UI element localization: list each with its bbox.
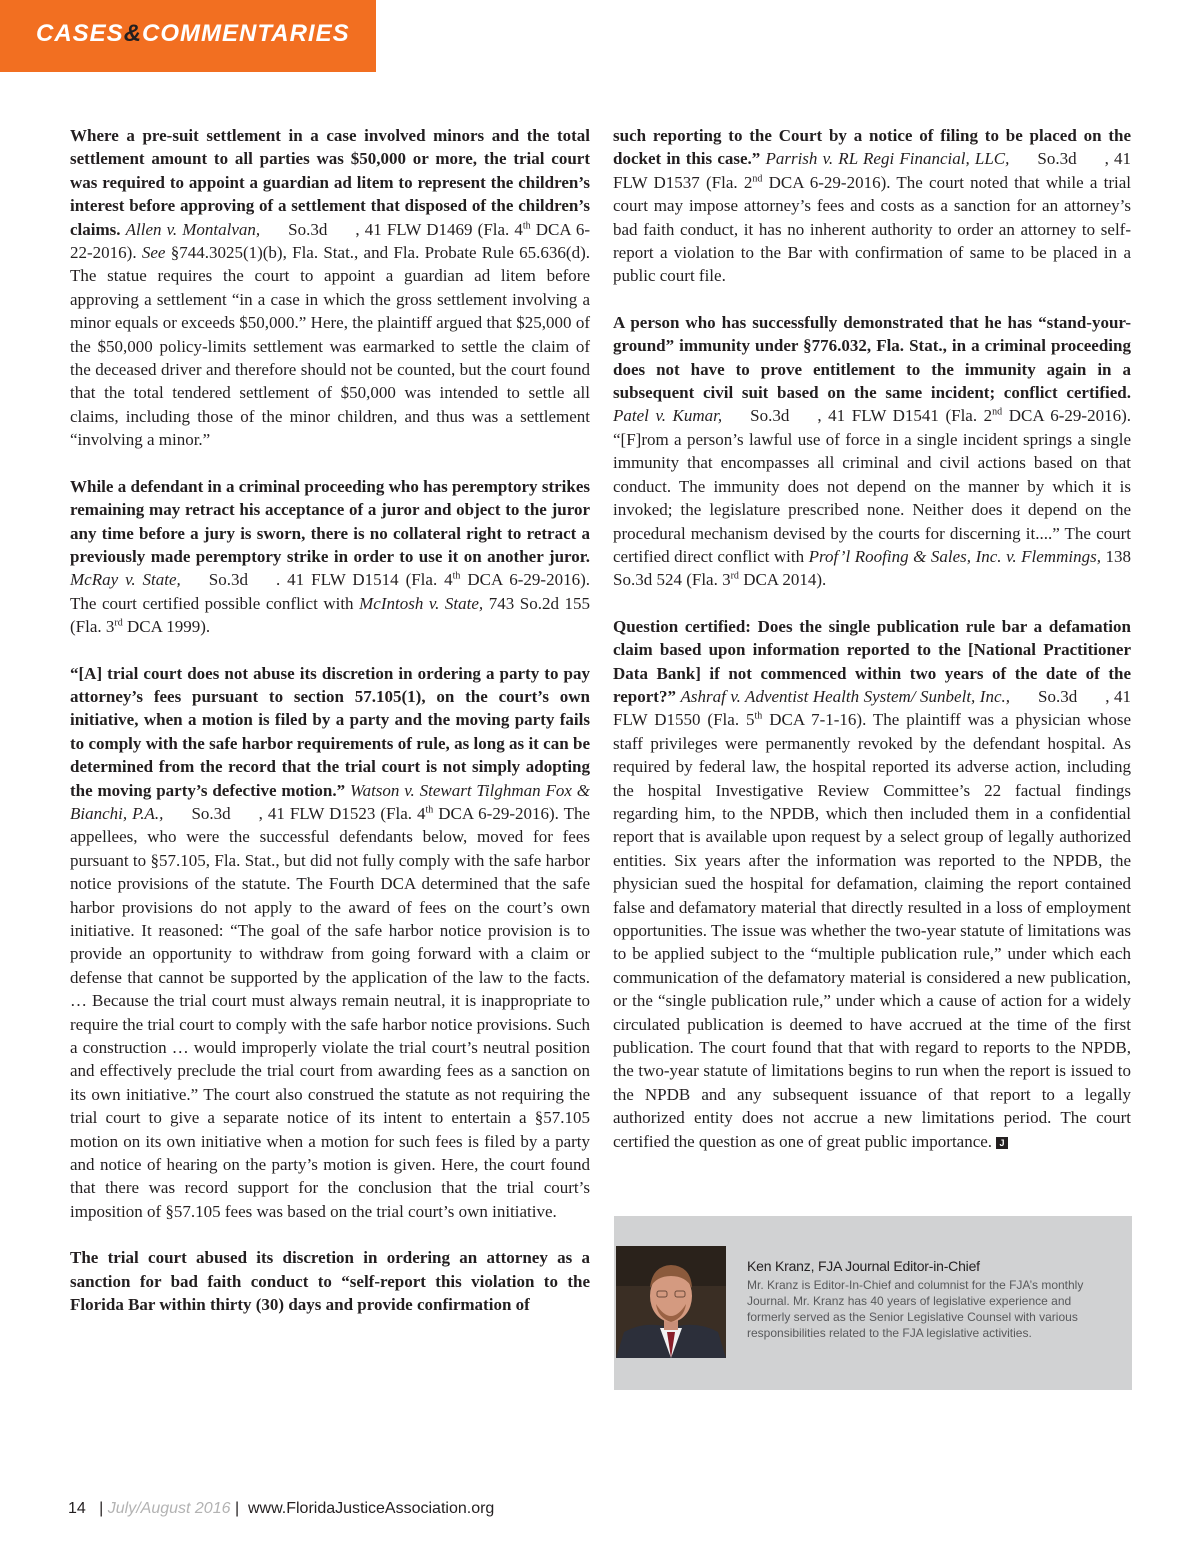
holding: The trial court abused its discretion in ordering an attorney as a sanction for bad faith conduct to “self-report this violation to the Florida Bar within thirty (30) days and provide confirmation of: [70, 1248, 590, 1315]
case-name: McIntosh v. State,: [359, 593, 484, 613]
case-summary-parrish-continued: such reporting to the Court by a notice of filing to be placed on the docket in this case.” Parrish v. RL Regi Financial, LLC, So.3d , 41 FLW D1537 (Fla. 2nd DCA 6-29-2016). The court noted that while a trial court may impose attorney’s fees and costs as a sanction for an attorney’s bad faith conduct, it has no inherent authority to order an attorney to self-report a violation to the Bar with confirmation of same to be placed in a public court file.: [613, 126, 1132, 286]
case-name: Parrish v. RL Regi Financial, LLC,: [765, 149, 1010, 169]
case-name: Watson v. Stewart Tilghman Fox & Bianchi, P.A.,: [70, 780, 590, 823]
holding: “[A] trial court does not abuse its discretion in ordering a party to pay attorney’s fees pursuant to section 57.105(1), on the court’s own initiative, when a motion is filed by a party and the moving party fails to comply with the safe harbor requirements of rule, as long as it can be determined from the record that the trial court is not simply adopting the moving party’s defective motion.”: [70, 663, 590, 800]
right-column: [613, 124, 1131, 1176]
section-title: CASES&COMMENTARIES: [36, 20, 350, 47]
holding: While a defendant in a criminal proceeding who has peremptory strikes remaining may retract his acceptance of a juror and object to the juror any time before a jury is sworn, there is no collateral right to retract a previously made peremptory strike in order to use it on another juror.: [70, 476, 590, 566]
issue-date: July/August 2016: [107, 1500, 231, 1517]
case-summary-ashraf: Question certified: Does the single publication rule bar a defamation claim based upon information reported to the [National Practitioner Data Bank] if not commenced within two years of the date of the report?” Ashraf v. Adventist Health System/ Sunbelt, Inc., So.3d , 41 FLW D1550 (Fla. 5th DCA 7-1-16). The plaintiff was a physician whose staff privileges were permanently revoked by the defendant hospital. As required by federal law, the hospital reported its adverse action, including the hospital Investigative Review Committee’s 22 factual findings regarding him, to the NPDB, which then included them in a confidential report that is available upon request by a select group of legally authorized entities. Six years after the information was reported to the NPDB, the physician sued the hospital for defamation, claiming the report contained false and defamatory material that directly resulted in a loss of employment opportunities. The issue was whether the two-year statute of limitations was to be applied subject to the “multiple publication rule,” under which each communication of the defamatory material is considered a new publication, or the “single publication rule,” under which a cause of action for a widely circulated publication is deemed to have accrued at the time of the first publication. The court found that that with regard to reports to the NPDB, the two-year statute of limitations begins to run when the report is issued to the NPDB and any subsequent issuance of that report to a legally authorized entity does not accrue a new limitations period. The court certified the question as one of great public importance. J: [613, 616, 1131, 1151]
author-name: Ken Kranz, FJA Journal Editor-in-Chief: [747, 1258, 980, 1274]
footer-separator: |: [234, 1500, 240, 1517]
section-banner: [0, 0, 376, 72]
holding: A person who has successfully demonstrated that he has “stand-your-ground” immunity under §776.032, Fla. Stat., in a criminal proceeding does not have to prove entitlement to the immunity again in a subsequent civil suit based on the same incident; conflict certified.: [613, 312, 1131, 403]
holding: Question certified: Does the single publication rule bar a defamation claim based upon information reported to the [National Practitioner Data Bank] if not commenced within two years of the date of the report?”: [613, 616, 1131, 706]
case-summary-mcray: While a defendant in a criminal proceeding who has peremptory strikes remaining may retract his acceptance of a juror and object to the juror any time before a jury is sworn, there is no collateral right to retract a previously made peremptory strike in order to use it on another juror. McRay v. State, So.3d . 41 FLW D1514 (Fla. 4th DCA 6-29-2016). The court certified possible conflict with McIntosh v. State, 743 So.2d 155 (Fla. 3rd DCA 1999).: [70, 476, 590, 637]
holding: Where a pre-suit settlement in a case involved minors and the total settlement amount to all parties was $50,000 or more, the trial court was required to appoint a guardian ad litem to represent the children’s interest before approving of a settlement that disposed of the children’s claims.: [70, 126, 590, 239]
page-footer: [68, 1500, 494, 1518]
case-summary-parrish-start: [70, 1246, 590, 1316]
holding: such reporting to the Court by a notice of filing to be placed on the docket in this case.”: [613, 126, 1131, 169]
author-bio: Mr. Kranz is Editor-In-Chief and columnist for the FJA’s monthly Journal. Mr. Kranz has 40 years of legislative experience and formerly served as the Senior Legislative Counsel with various responsibilities related to the FJA legislative activities.: [747, 1278, 1084, 1340]
author-photo: [616, 1246, 726, 1358]
case-name: Ashraf v. Adventist Health System/ Sunbelt, Inc.,: [680, 686, 1011, 706]
case-name: McRay v. State,: [70, 570, 181, 590]
page-number: 14: [68, 1500, 86, 1517]
section-title-ampersand: &: [123, 20, 143, 47]
end-of-article-icon: J: [996, 1137, 1008, 1149]
case-summary-watson: “[A] trial court does not abuse its discretion in ordering a party to pay attorney’s fees pursuant to section 57.105(1), on the court’s own initiative, when a motion is filed by a party and the moving party fails to comply with the safe harbor requirements of rule, as long as it can be determined from the record that the trial court is not simply adopting the moving party’s defective motion.” Watson v. Stewart Tilghman Fox & Bianchi, P.A., So.3d , 41 FLW D1523 (Fla. 4th DCA 6-29-2016). The appellees, who were the successful defendants below, moved for fees pursuant to §57.105, Fla. Stat., but did not fully comply with the safe harbor notice provisions of the statute. The Fourth DCA determined that the safe harbor provisions do not apply to the award of fees on the court’s own initiative. It reasoned: “The goal of the safe harbor notice provision is to provide an opportunity to withdraw from going forward with a claim or defense that cannot be supported by the application of the law to the facts. … Because the trial court must always remain neutral, it is inappropriate to require the trial court to comply with the safe harbor notice provisions. Such a construction … would improperly violate the trial court’s neutral position and effectively preclude the trial court from awarding fees as a sanction on its own initiative.” The court also construed the statute as not requiring the trial court to give a separate notice of its intent to entertain a §57.105 motion on its own initiative when a motion for such fees is filed by a party and notice of hearing on the party’s motion is given. Here, the court found that there was record support for the conclusion that the trial court’s imposition of §57.105 fees was based on the trial court’s own initiative.: [70, 663, 591, 1221]
website-link[interactable]: www.FloridaJusticeAssociation.org: [248, 1500, 495, 1517]
left-column: [70, 124, 590, 1340]
case-summary-patel: A person who has successfully demonstrated that he has “stand-your-ground” immunity under §776.032, Fla. Stat., in a criminal proceeding does not have to prove entitlement to the immunity again in a subsequent civil suit based on the same incident; conflict certified. Patel v. Kumar, So.3d , 41 FLW D1541 (Fla. 2nd DCA 6-29-2016). “[F]rom a person’s lawful use of force in a single incident springs a single immunity that encompasses all criminal and civil actions based on that conduct. The immunity does not depend on the manner by which it is invoked; the legislature prescribed none. Neither does it depend on the procedural mechanism devised by the courts for discerning it....” The court certified direct conflict with Prof’l Roofing & Sales, Inc. v. Flemmings, 138 So.3d 524 (Fla. 3rd DCA 2014).: [613, 312, 1131, 590]
footer-separator: |: [99, 1500, 104, 1517]
case-name: Patel v. Kumar,: [613, 406, 723, 426]
author-bio-box: [614, 1216, 1132, 1390]
case-summary-allen: Where a pre-suit settlement in a case involved minors and the total settlement amount to all parties was $50,000 or more, the trial court was required to appoint a guardian ad litem to represent the children’s interest before approving of a settlement that disposed of the children’s claims. Allen v. Montalvan, So.3d , 41 FLW D1469 (Fla. 4th DCA 6-22-2016). See §744.3025(1)(b), Fla. Stat., and Fla. Probate Rule 65.636(d). The statue requires the court to appoint a guardian ad litem before approving a settlement “in a case in which the gross settlement involving a minor equals or exceeds $50,000.” Here, the plaintiff argued that $25,000 of the $50,000 policy-limits settlement was earmarked to settle the claim of the deceased driver and therefore should not be counted, but the court found that the total tendered settlement of $50,000 was intended to settle all claims, including those of the minor children, and thus was a settlement “involving a minor.”: [70, 126, 590, 450]
case-name: Prof’l Roofing & Sales, Inc. v. Flemmings,: [808, 546, 1101, 566]
case-name: Allen v. Montalvan,: [125, 219, 261, 239]
